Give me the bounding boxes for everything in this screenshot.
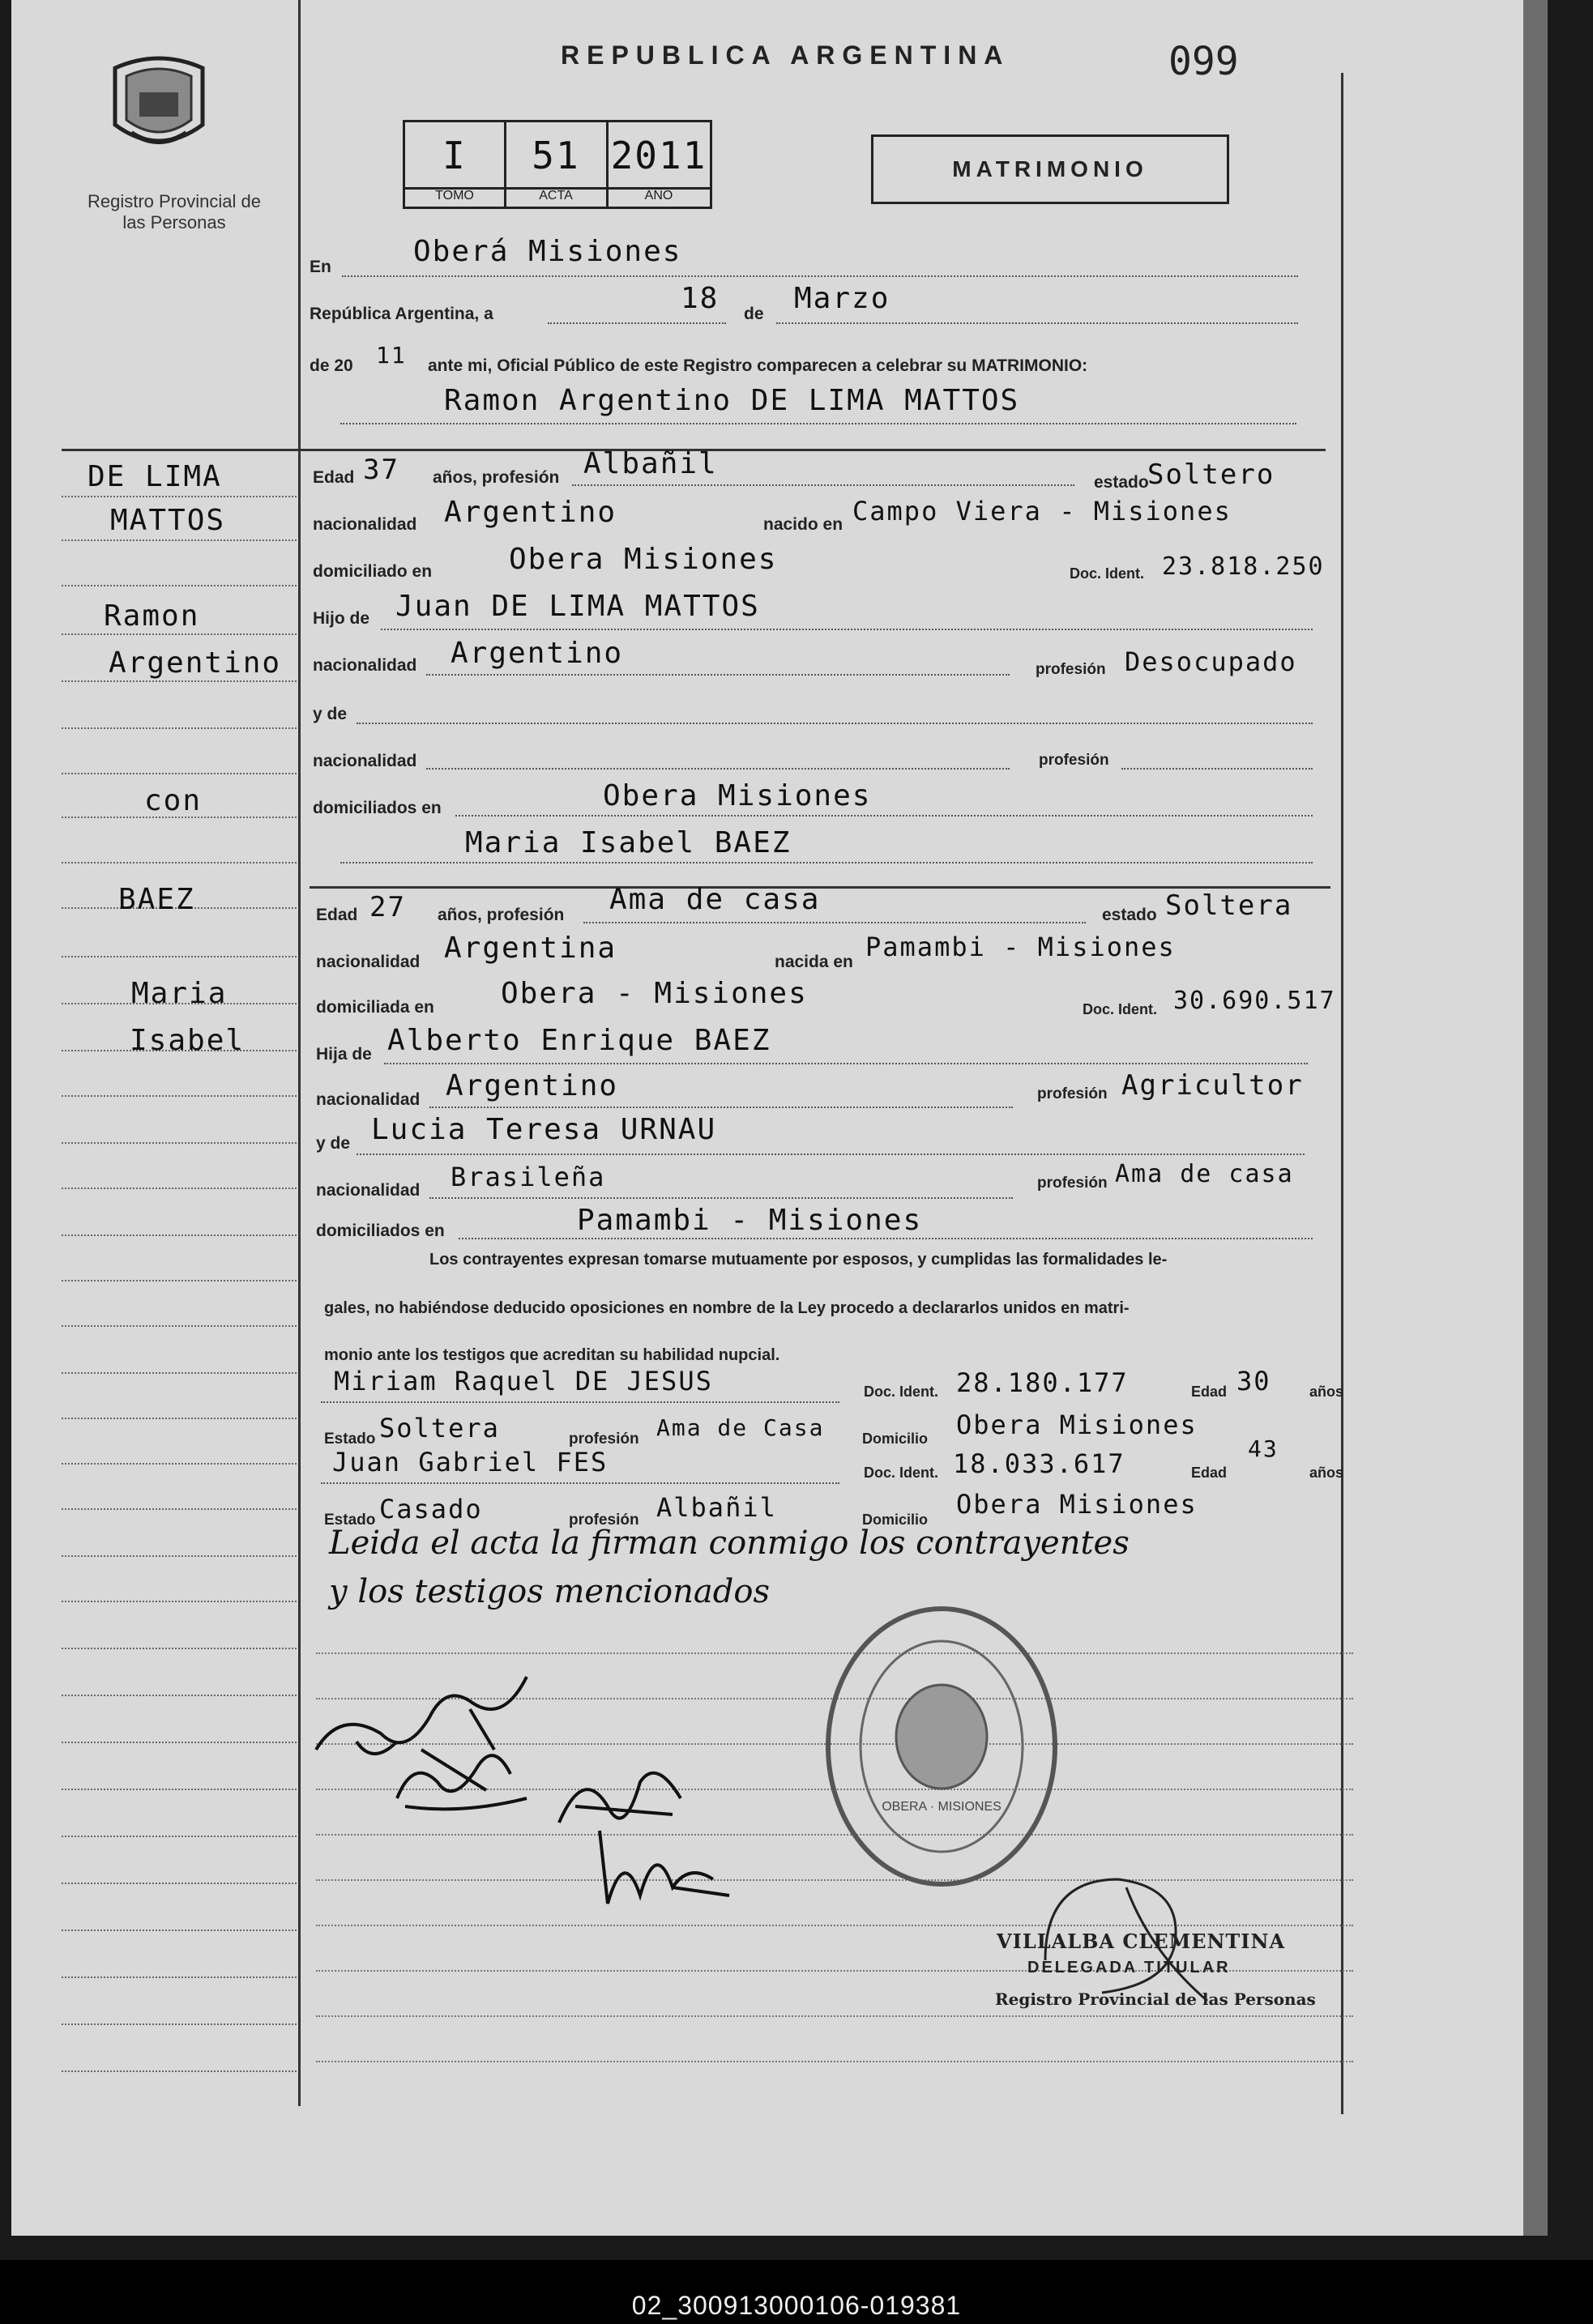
bride-nationality: Argentina <box>444 932 617 965</box>
declaration-line-1: Los contrayentes expresan tomarse mutuamente por esposos, y cumplidas las formalidades le- <box>429 1251 1168 1269</box>
margin-groom-surname-2: MATTOS <box>110 504 226 537</box>
tomo-value: I <box>442 134 467 177</box>
groom-estado-label: estado <box>1094 473 1149 492</box>
bride-profession: Ama de casa <box>609 883 821 916</box>
bride-doc-label: Doc. Ident. <box>1083 1001 1158 1017</box>
official-title: DELEGADA TITULAR <box>1027 1959 1231 1976</box>
groom-father-prof-label: profesión <box>1036 661 1106 678</box>
registry-logo <box>107 52 211 164</box>
bride-domicile: Obera - Misiones <box>501 977 808 1010</box>
witness-2-prof-label: profesión <box>569 1512 639 1529</box>
seal-city: OBERA · MISIONES <box>882 1800 1001 1814</box>
bride-mother-nat-label: nacionalidad <box>316 1181 421 1200</box>
bride-parents-domicile: Pamambi - Misiones <box>577 1204 923 1237</box>
groom-civil-status: Soltero <box>1147 458 1275 491</box>
margin-groom-given-2: Argentino <box>109 646 282 680</box>
official-office: Registro Provincial de las Personas <box>995 1989 1316 2009</box>
groom-nacido-label: nacido en <box>763 515 843 534</box>
groom-parents-domicile: Obera Misiones <box>603 779 872 812</box>
groom-parents-dom-label: domiciliados en <box>313 799 442 817</box>
witness-1-prof-label: profesión <box>569 1431 639 1448</box>
right-border-line <box>1341 73 1343 2114</box>
groom-nacionalidad-label: nacionalidad <box>313 515 417 534</box>
groom-doc-number: 23.818.250 <box>1162 552 1325 581</box>
de-label: de <box>744 305 764 323</box>
year-suffix: 11 <box>376 342 407 369</box>
witness-2-profession: Albañil <box>656 1492 777 1523</box>
closing-line-2: y los testigos mencionados <box>329 1573 770 1610</box>
margin-groom-surname-1: DE LIMA <box>88 460 222 493</box>
bride-hija-label: Hija de <box>316 1045 372 1064</box>
groom-domicile: Obera Misiones <box>509 543 778 576</box>
witness-1-name: Miriam Raquel DE JESUS <box>334 1366 713 1397</box>
registry-seal-stamp <box>820 1601 1063 1892</box>
groom-father-nationality: Argentino <box>451 637 624 670</box>
groom-edad-label: Edad <box>313 468 355 487</box>
groom-father-profession: Desocupado <box>1125 646 1297 677</box>
groom-nationality: Argentino <box>444 496 617 529</box>
tomo-label: TOMO <box>435 189 474 203</box>
marriage-month: Marzo <box>794 282 890 315</box>
act-type-box: MATRIMONIO <box>871 134 1229 204</box>
witness-1-doc-label: Doc. Ident. <box>864 1384 939 1400</box>
year-prefix: de 20 <box>310 356 353 375</box>
acta-value: 51 <box>532 134 580 177</box>
groom-mother-prof-label: profesión <box>1039 752 1109 769</box>
groom-age: 37 <box>363 454 399 486</box>
margin-con: con <box>144 784 203 817</box>
groom-anos-profesion-label: años, profesión <box>433 468 560 487</box>
bride-mother-profession: Ama de casa <box>1115 1160 1294 1188</box>
bride-mother-label: y de <box>316 1134 351 1153</box>
country-heading: REPUBLICA ARGENTINA <box>561 41 1010 70</box>
witness-1-dom-label: Domicilio <box>862 1431 929 1447</box>
bride-age: 27 <box>369 891 406 923</box>
witness-2-dom-label: Domicilio <box>862 1512 929 1528</box>
acta-label: ACTA <box>539 189 573 203</box>
bride-edad-label: Edad <box>316 906 358 924</box>
marriage-day: 18 <box>681 282 720 315</box>
margin-column-divider <box>298 0 301 2106</box>
witness-2-domicile: Obera Misiones <box>956 1489 1198 1520</box>
bride-mother-name: Lucia Teresa URNAU <box>371 1113 717 1146</box>
republica-label: República Argentina, a <box>310 305 493 323</box>
bride-estado-label: estado <box>1102 906 1157 924</box>
witness-2-civil-status: Casado <box>379 1494 483 1524</box>
witness-2-age: 43 <box>1248 1435 1279 1462</box>
groom-mother-label: y de <box>313 705 348 723</box>
bride-full-name: Maria Isabel BAEZ <box>465 826 792 859</box>
marriage-place: Oberá Misiones <box>413 235 682 268</box>
groom-doc-label: Doc. Ident. <box>1070 565 1145 582</box>
groom-hijo-label: Hijo de <box>313 609 370 628</box>
margin-groom-given-1: Ramon <box>104 599 200 633</box>
witness-1-edad-label: Edad <box>1191 1384 1228 1400</box>
bride-father-prof-label: profesión <box>1037 1085 1108 1102</box>
tomo-acta-ano-box <box>403 120 712 209</box>
bride-nacida-label: nacida en <box>775 953 853 971</box>
registry-name: Registro Provincial de las Personas <box>88 191 261 232</box>
bride-domiciliada-label: domiciliada en <box>316 998 434 1017</box>
closing-line-1: Leida el acta la firman conmigo los contrayentes <box>329 1524 1130 1562</box>
bride-parents-dom-label: domiciliados en <box>316 1222 445 1240</box>
intro-text: ante mi, Oficial Público de este Registro comparecen a celebrar su MATRIMONIO: <box>428 356 1088 375</box>
margin-bride-surname: BAEZ <box>118 883 195 916</box>
bride-mother-nationality: Brasileña <box>451 1162 606 1192</box>
witness-1-domicile: Obera Misiones <box>956 1409 1198 1440</box>
bride-mother-prof-label: profesión <box>1037 1175 1108 1192</box>
margin-bride-given-1: Maria <box>131 977 228 1010</box>
bride-doc-number: 30.690.517 <box>1173 987 1336 1015</box>
groom-domiciliado-label: domiciliado en <box>313 562 433 581</box>
bride-father-nat-label: nacionalidad <box>316 1090 421 1109</box>
witness-2-signature <box>592 1814 737 1912</box>
groom-father-nat-label: nacionalidad <box>313 656 417 675</box>
ano-value: 2011 <box>610 134 707 177</box>
witness-1-profession: Ama de Casa <box>656 1414 825 1441</box>
bride-birthplace: Pamambi - Misiones <box>865 932 1176 962</box>
witness-2-name: Juan Gabriel FES <box>332 1447 609 1478</box>
groom-full-name: Ramon Argentino DE LIMA MATTOS <box>444 384 1020 417</box>
margin-bride-given-2: Isabel <box>130 1024 246 1057</box>
witness-1-age: 30 <box>1236 1366 1271 1397</box>
bride-nacionalidad-label: nacionalidad <box>316 953 421 971</box>
witness-2-estado-label: Estado <box>324 1512 376 1529</box>
groom-mother-nat-label: nacionalidad <box>313 752 417 770</box>
groom-father-name: Juan DE LIMA MATTOS <box>395 590 760 623</box>
witness-1-anos-label: años <box>1309 1384 1344 1400</box>
witness-1-doc-number: 28.180.177 <box>956 1367 1129 1398</box>
witness-2-doc-number: 18.033.617 <box>953 1448 1125 1479</box>
register-page <box>11 0 1544 2236</box>
bride-father-nationality: Argentino <box>446 1069 619 1102</box>
witness-1-estado-label: Estado <box>324 1431 376 1448</box>
witness-1-civil-status: Soltera <box>379 1413 500 1443</box>
witness-2-edad-label: Edad <box>1191 1465 1228 1481</box>
bride-father-name: Alberto Enrique BAEZ <box>387 1024 771 1057</box>
bride-father-profession: Agricultor <box>1121 1069 1304 1102</box>
ano-label: AÑO <box>644 189 673 203</box>
witness-2-doc-label: Doc. Ident. <box>864 1465 939 1481</box>
groom-profession: Albañil <box>583 447 718 480</box>
folio-number: 099 <box>1168 39 1239 84</box>
official-name: VILLALBA CLEMENTINA <box>997 1930 1286 1953</box>
witness-2-anos-label: años <box>1309 1465 1344 1481</box>
bride-signature <box>389 1725 535 1823</box>
declaration-line-3: monio ante los testigos que acreditan su habilidad nupcial. <box>324 1346 780 1364</box>
en-label: En <box>310 258 331 276</box>
declaration-line-2: gales, no habiéndose deducido oposiciones en nombre de la Ley procedo a declararlos unidos en matri- <box>324 1299 1130 1317</box>
page-edge-shadow <box>1523 0 1548 2236</box>
bride-civil-status: Soltera <box>1165 889 1293 922</box>
bride-anos-profesion-label: años, profesión <box>438 906 565 924</box>
groom-birthplace: Campo Viera - Misiones <box>852 496 1232 527</box>
scan-image-code: 02_300913000106-019381 <box>631 2291 962 2320</box>
